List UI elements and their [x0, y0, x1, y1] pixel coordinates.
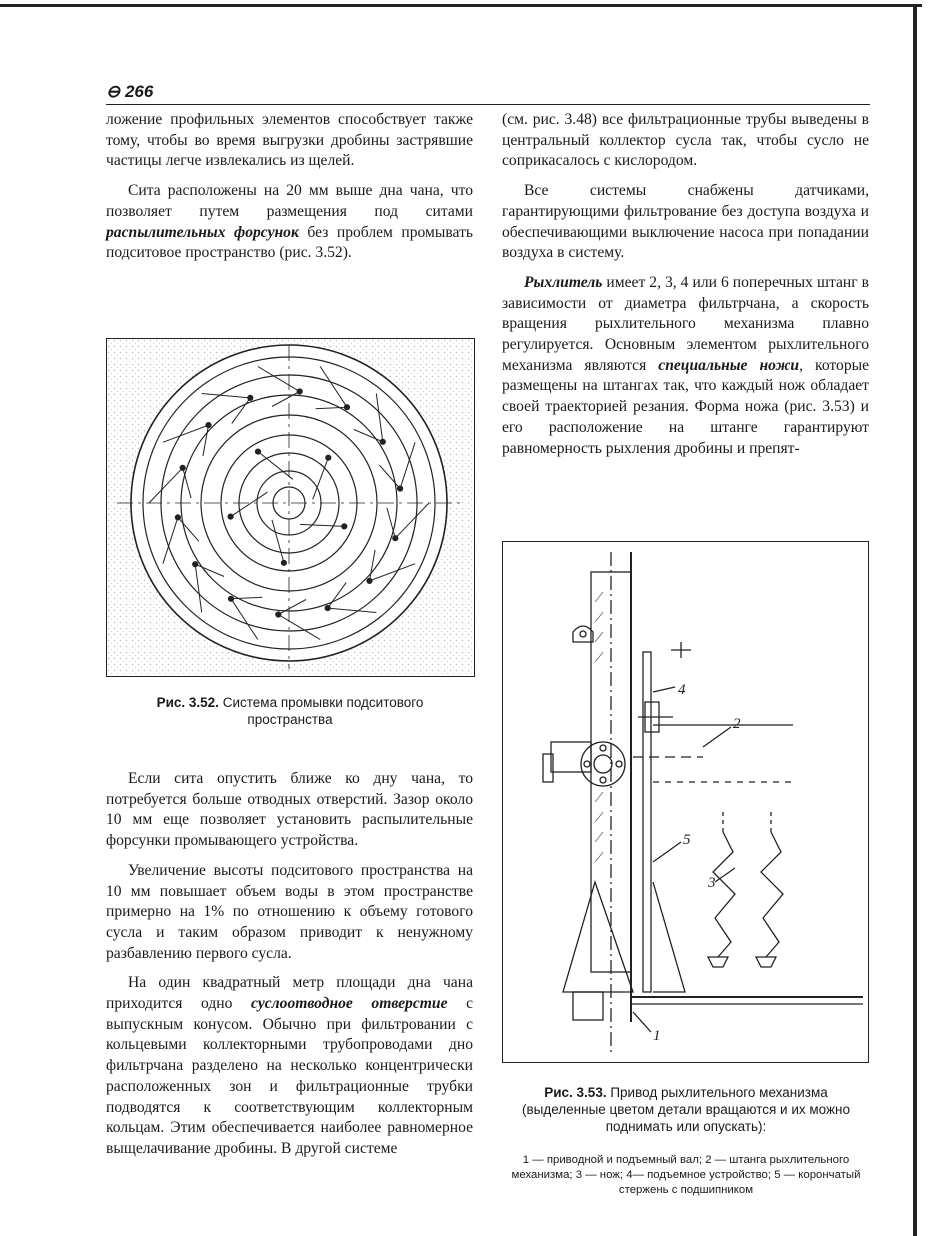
label-5: 5 [683, 832, 691, 848]
paragraph: На один квадратный метр площади дна чана приходится одно суслоотводное отверстие с выпускным конусом. Обычно при фильтровании с кольцевыми коллекторными трубопроводами дно фильтрчана разделено на несколько концентрически расположенных зон и фильтрационные трубки подводятся к соответствующим коллекторным кольцам. Этим обеспечивается наиболее равномерное выщелачивание дробины. В другой системе [106, 974, 473, 1157]
paragraph: Рыхлитель имеет 2, 3, 4 или 6 поперечных штанг в зависимости от диаметра фильтрчана, а скорость вращения рыхлительного механизма плавно регулируется. Основным элементом рыхлительного механизма являются специальные ножи, которые размещены на штангах так, что каждый нож обладает своей траекторией резания. Форма ножа (рис. 3.53) и его расположение на штанге гарантируют равномерность рыхления дробины и препят- [502, 273, 870, 457]
figure-3-52 [106, 338, 475, 677]
paragraph: Сита расположены на 20 мм выше дна чана, что позволяет путем размещения под ситами распылительных форсунок без проблем промывать подситовое пространство (рис. 3.52). [106, 182, 473, 262]
sparge-system-drawing [107, 339, 474, 676]
paragraph: Увеличение высоты подситового пространства на 10 мм повышает объем воды в этом пространстве примерно на 1% по отношению к объему готового сусла и таким образом приводит к ненужному разбавлению первого сусла. [106, 861, 473, 962]
paragraph: ложение профильных элементов способствует также тому, чтобы во время выгрузки дробины застрявшие частицы легче извлекались из щелей. [106, 111, 473, 170]
figure-3-53-legend: 1 — приводной и подъемный вал; 2 — штанга рыхлительного механизма; 3 — нож; 4— подъемное устройство; 5 — корончатый стержень с подшипником [511, 1154, 861, 1196]
paragraph: Все системы снабжены датчиками, гарантирующими фильтрование без доступа воздуха и обеспечивающими выключение насоса при попадании воздуха в систему. [502, 182, 869, 262]
figure-3-53 [502, 541, 869, 1063]
label-4: 4 [678, 682, 686, 698]
term-special-knives: специальные ножи [658, 356, 800, 374]
left-column-top [106, 110, 473, 264]
page-header [106, 84, 870, 105]
page-number: ⊖ 266 [106, 82, 154, 101]
label-2: 2 [733, 716, 741, 732]
page-edge-top [0, 4, 922, 7]
label-1: 1 [653, 1028, 661, 1044]
label-3: 3 [708, 875, 716, 891]
right-column-top [502, 110, 869, 459]
left-column-bottom [106, 769, 473, 1160]
paragraph: (см. рис. 3.48) все фильтрационные трубы выведены в центральный коллектор сусла так, чтобы сусло не соприкасалось с кислородом. [502, 111, 869, 170]
raker-drive-drawing [503, 542, 868, 1062]
knife-right [761, 832, 783, 957]
knife-left [713, 832, 735, 957]
paragraph: Если сита опустить ближе ко дну чана, то потребуется больше отводных отверстий. Зазор около 10 мм еще позволяет установить распылительные форсунки промывающего устройства. [106, 770, 473, 850]
term-spray-nozzles: распылительных форсунок [106, 223, 299, 241]
term-raker: Рыхлитель [524, 273, 603, 291]
term-wort-outlet: суслоотводное отверстие [251, 995, 448, 1013]
page-edge-right [913, 4, 917, 1236]
figure-3-53-caption: Рис. 3.53. Привод рыхлительного механизма (выделенные цветом детали вращаются и их можно поднимать или опускать): [521, 1085, 851, 1134]
figure-3-52-caption: Рис. 3.52. Система промывки подситового пространства [156, 695, 424, 727]
